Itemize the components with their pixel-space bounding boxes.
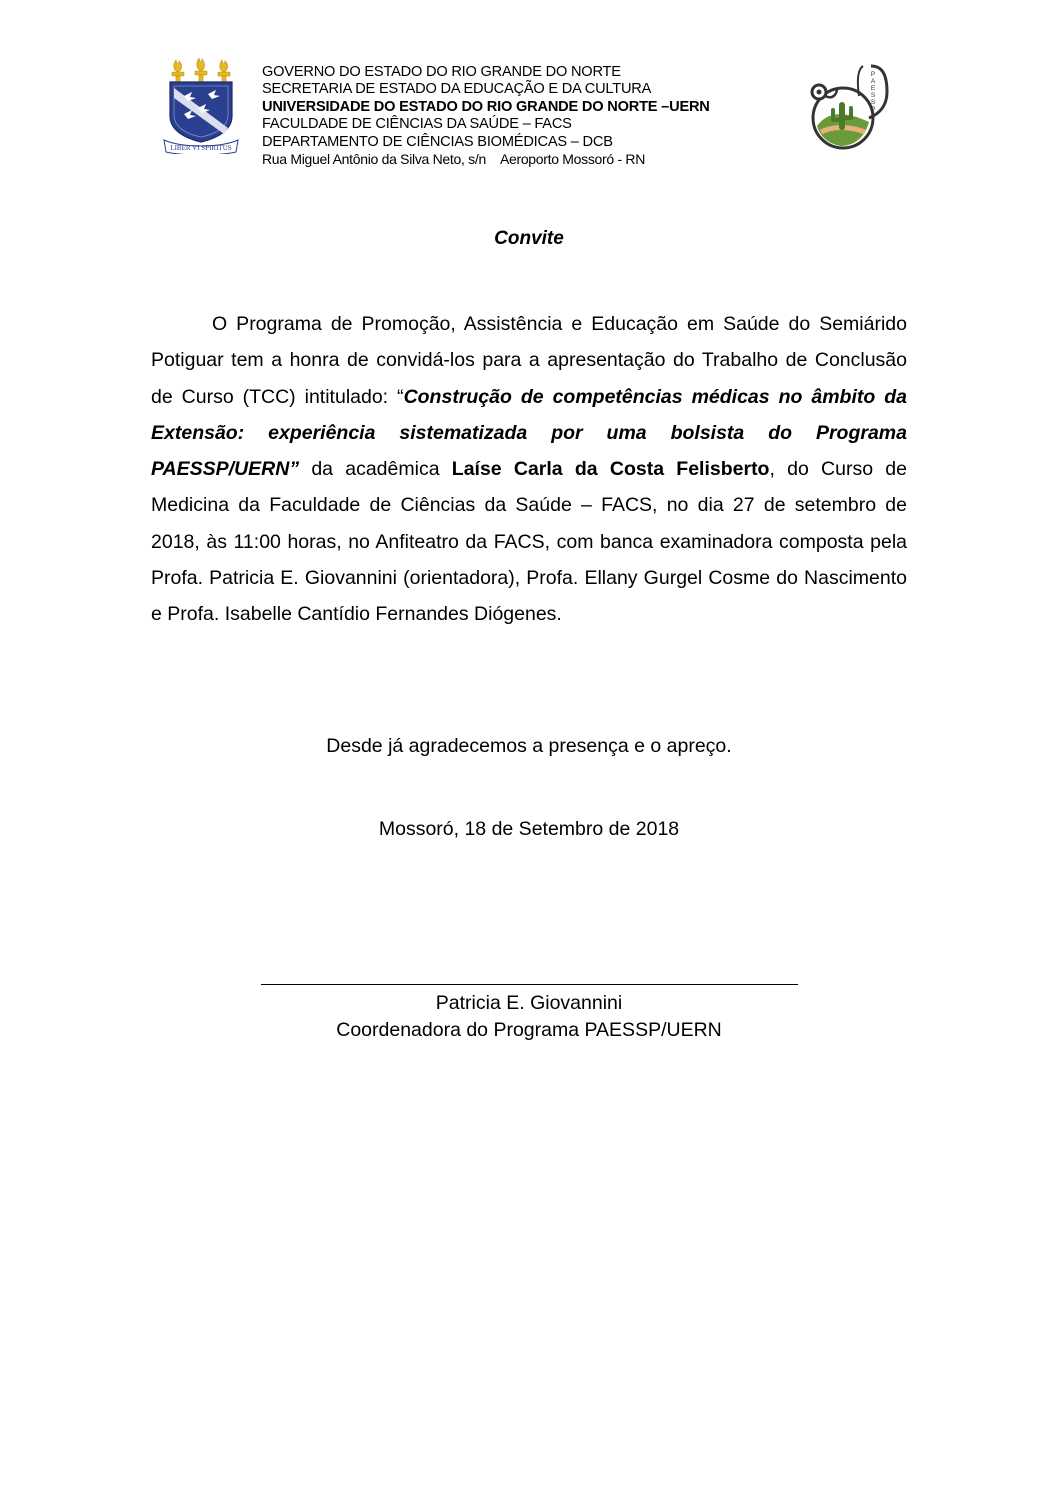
paessp-letter: A xyxy=(870,78,876,85)
paessp-letter: S xyxy=(870,99,876,106)
signatory-name: Patricia E. Giovannini xyxy=(435,992,623,1014)
paessp-stethoscope-logo-icon xyxy=(803,62,891,154)
header-line-secretariat: SECRETARIA DE ESTADO DA EDUCAÇÃO E DA CULTURA xyxy=(262,81,652,98)
invitation-paragraph xyxy=(151,306,907,633)
paessp-letter: E xyxy=(870,85,876,92)
institution-header xyxy=(262,64,802,168)
paessp-letter: P xyxy=(870,106,876,113)
student-name: Laíse Carla da Costa Felisberto xyxy=(451,458,770,481)
address-city: Aeroporto Mossoró - RN xyxy=(499,151,646,168)
header-line-department: DEPARTAMENTO DE CIÊNCIAS BIOMÉDICAS – DCB xyxy=(262,133,613,150)
date-line: Mossoró, 18 de Setembro de 2018 xyxy=(378,818,680,840)
document-title: Convite xyxy=(494,228,564,249)
header-line-faculty: FACULDADE DE CIÊNCIAS DA SAÚDE – FACS xyxy=(262,116,572,133)
header-line-government: GOVERNO DO ESTADO DO RIO GRANDE DO NORTE xyxy=(262,64,621,80)
uern-coat-of-arms-icon xyxy=(162,58,240,154)
paessp-letter: S xyxy=(870,92,876,99)
signature-line xyxy=(261,984,798,985)
body-connector: da acadêmica xyxy=(299,458,452,481)
signatory-role: Coordenadora do Programa PAESSP/UERN xyxy=(336,1019,722,1041)
tcc-title: Construção de competências médicas no âmbito da Extensão: experiência sistematizada por uma bolsista do Programa PAESSP/UERN” xyxy=(151,385,907,481)
body-details: , do Curso de Medicina da Faculdade de Ciências da Saúde – FACS, no dia 27 de setembro de 2018, às 11:00 horas, no Anfiteatro da FACS, com banca examinadora composta pela Profa. Patricia E. Giovannini (orientadora), Profa. Ellany Gurgel Cosme do Nascimento e Profa. Isabelle Cantídio Fernandes Diógenes. xyxy=(151,458,907,626)
address-street: Rua Miguel Antônio da Silva Neto, s/n xyxy=(262,151,486,168)
thanks-line: Desde já agradecemos a presença e o apreço. xyxy=(326,735,732,757)
logo-motto-text: LIBER VI SPIRITUS xyxy=(170,144,232,152)
body-intro: O Programa de Promoção, Assistência e Educação em Saúde do Semiárido Potiguar tem a honra de convidá-los para a apresentação do Trabalho de Conclusão de Curso (TCC) intitulado: “ xyxy=(151,313,907,408)
header-address xyxy=(262,151,802,168)
paessp-letter: P xyxy=(870,71,876,78)
header-line-university: UNIVERSIDADE DO ESTADO DO RIO GRANDE DO NORTE –UERN xyxy=(262,98,710,115)
